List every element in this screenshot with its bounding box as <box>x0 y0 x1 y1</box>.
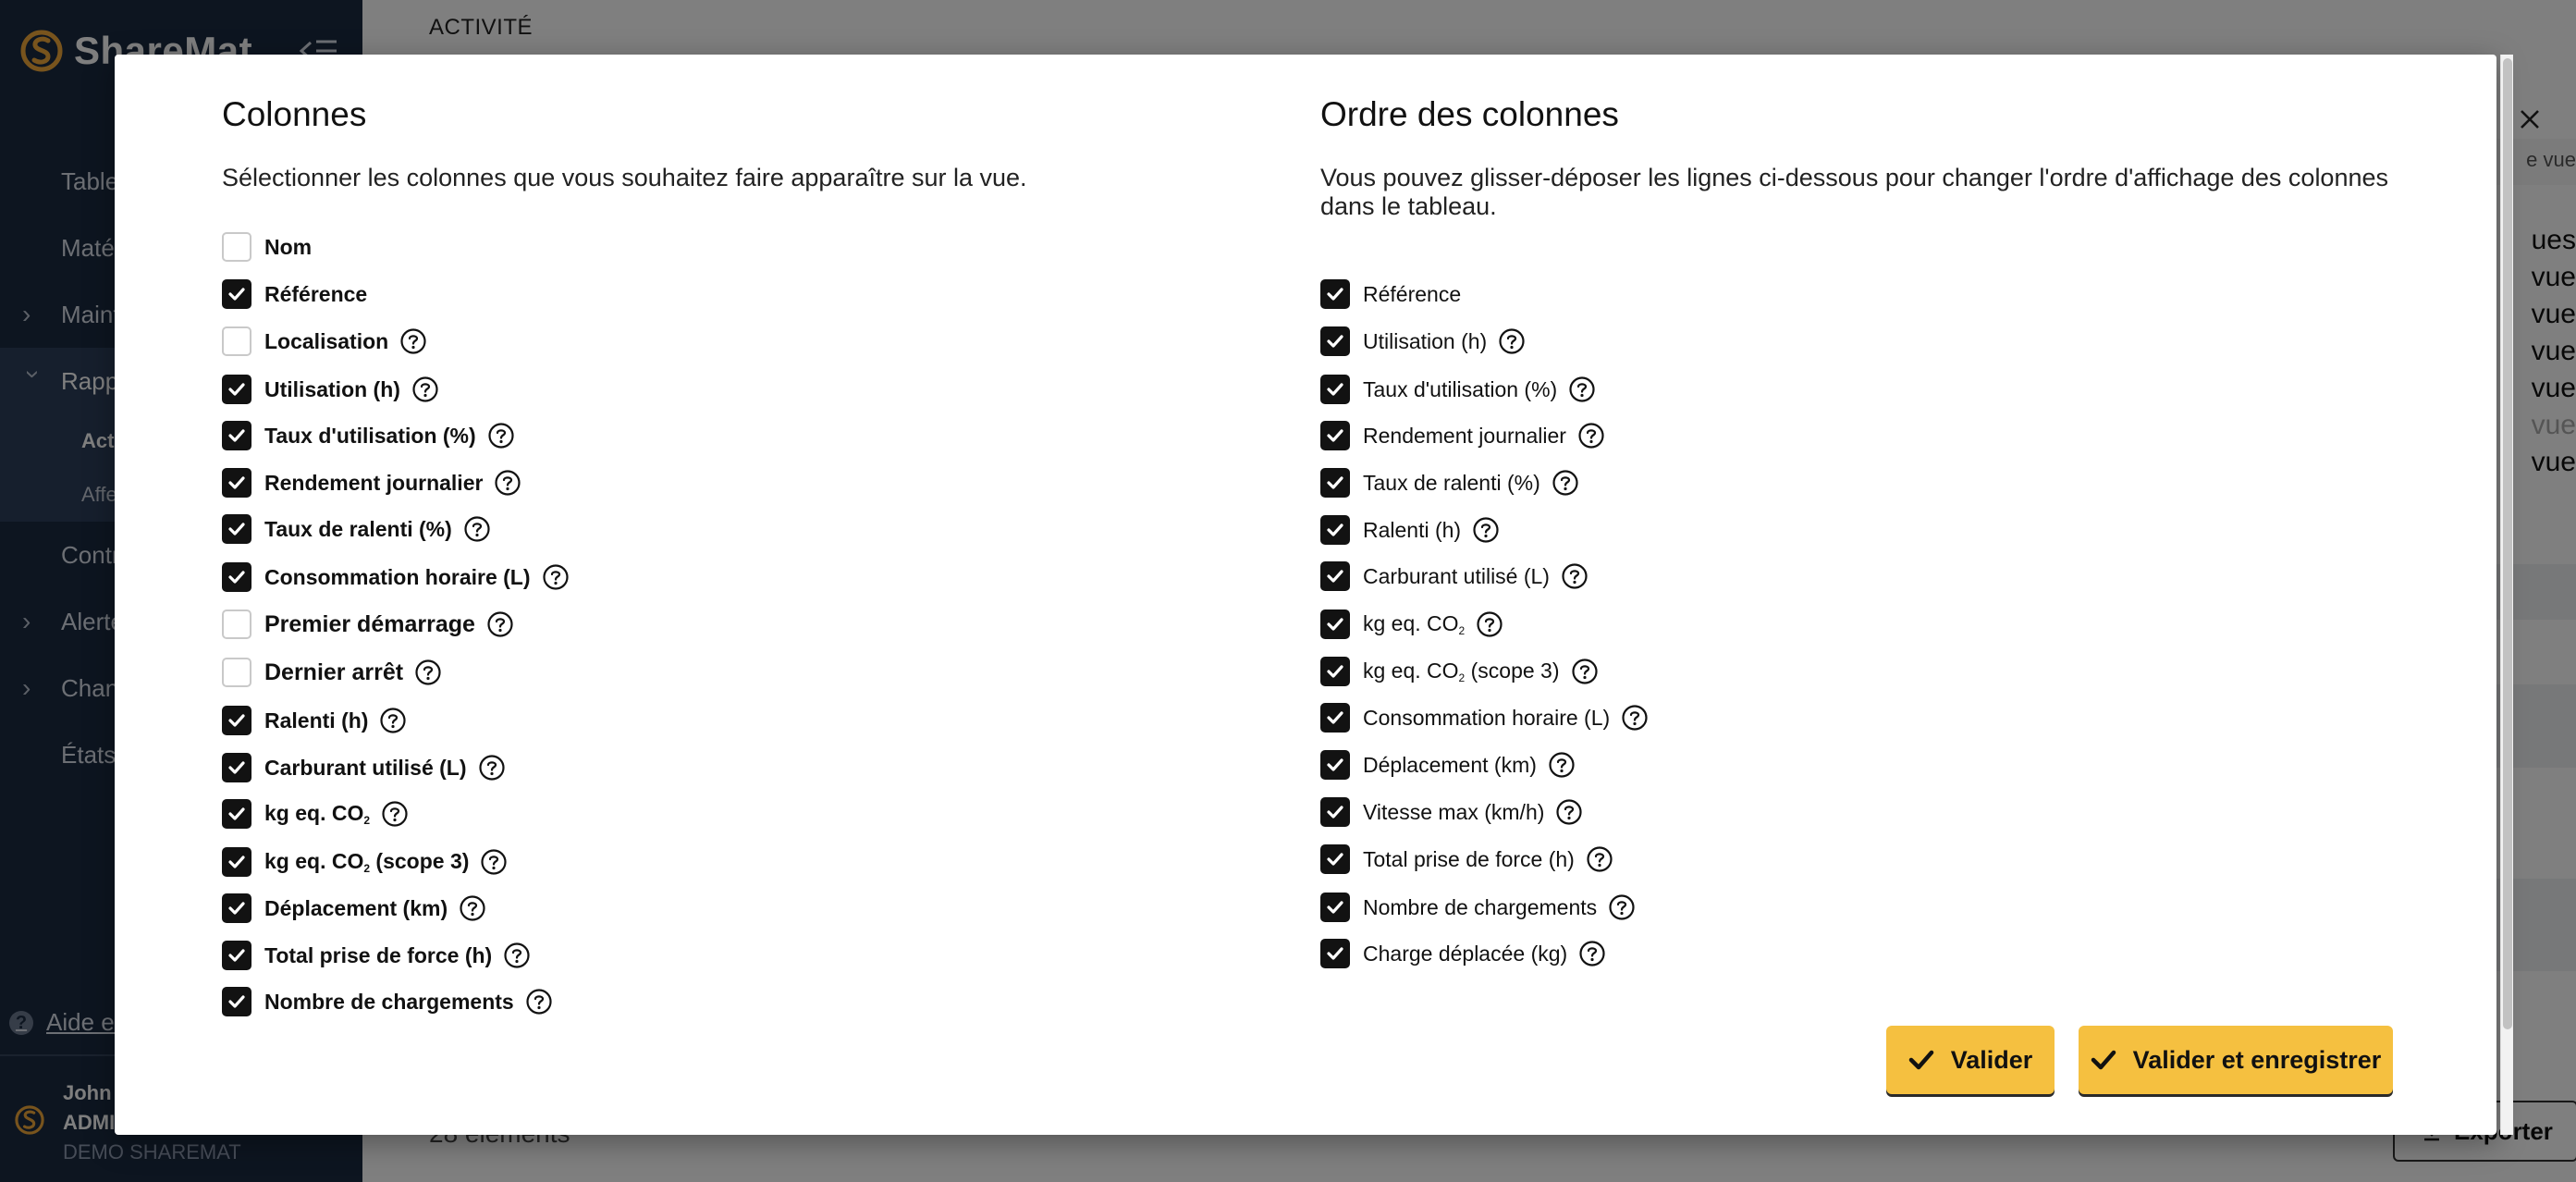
help-circle-icon[interactable] <box>1472 516 1500 544</box>
column-option[interactable] <box>1320 935 1606 972</box>
column-option-label: Vitesse max (km/h) <box>1363 799 1545 824</box>
checkbox-checked[interactable] <box>1320 893 1350 922</box>
column-option-label: Charge déplacée (kg) <box>1363 941 1568 966</box>
checkbox-checked[interactable] <box>222 706 251 735</box>
column-option-label: Localisation <box>264 328 389 353</box>
checkmark-icon <box>227 567 247 587</box>
checkmark-icon <box>1325 897 1345 917</box>
checkbox-checked[interactable] <box>1320 561 1350 591</box>
checkbox-checked[interactable] <box>1320 797 1350 827</box>
column-option-label: Total prise de force (h) <box>264 942 493 967</box>
column-option[interactable] <box>222 795 409 832</box>
checkmark-icon <box>227 519 247 539</box>
column-option[interactable] <box>222 559 570 596</box>
column-option[interactable] <box>222 843 508 880</box>
help-circle-icon[interactable] <box>1586 845 1613 873</box>
checkbox-checked[interactable] <box>1320 375 1350 404</box>
column-option-label: Déplacement (km) <box>264 895 448 920</box>
checkmark-icon <box>227 898 247 918</box>
check-icon <box>2091 1049 2116 1071</box>
help-circle-icon[interactable] <box>1578 940 1606 967</box>
help-circle-icon[interactable] <box>525 988 553 1016</box>
column-option[interactable] <box>222 654 442 691</box>
help-circle-icon[interactable] <box>1476 610 1503 638</box>
column-option[interactable] <box>1320 371 1596 408</box>
checkbox-checked[interactable] <box>222 893 251 923</box>
column-option-label: kg eq. $CO_2$ <box>264 801 371 827</box>
columns-title: Colonnes <box>222 95 367 133</box>
column-option-label: Utilisation (h) <box>264 376 400 401</box>
column-option[interactable] <box>1320 323 1526 360</box>
column-option-label: Carburant utilisé (L) <box>1363 563 1550 588</box>
columns-modal <box>115 55 2496 1135</box>
validate-button-label: Valider <box>1950 1045 2033 1074</box>
column-option-label: Premier démarrage <box>264 610 475 637</box>
scrollbar-thumb[interactable] <box>2503 58 2512 1029</box>
column-option[interactable] <box>1320 794 1583 831</box>
column-option-label: Taux d'utilisation (%) <box>264 423 476 448</box>
help-circle-icon[interactable] <box>487 422 515 449</box>
checkbox-checked[interactable] <box>1320 750 1350 780</box>
checkbox-checked[interactable] <box>222 375 251 404</box>
column-option-label: Nombre de chargements <box>1363 894 1598 919</box>
column-option-label: Nom <box>264 234 313 259</box>
column-option[interactable] <box>222 937 531 974</box>
checkmark-icon <box>1325 284 1345 304</box>
help-circle-icon[interactable] <box>1608 893 1636 921</box>
help-circle-icon[interactable] <box>1621 704 1649 732</box>
help-circle-icon[interactable] <box>381 800 409 828</box>
checkbox-checked[interactable] <box>222 421 251 450</box>
validate-and-save-button[interactable] <box>2079 1026 2393 1094</box>
column-option-label: Taux de ralenti (%) <box>264 516 452 541</box>
column-option[interactable] <box>222 606 514 643</box>
checkbox-checked[interactable] <box>222 847 251 877</box>
column-option-label: Rendement journalier <box>264 470 484 495</box>
checkbox-unchecked[interactable] <box>222 609 251 639</box>
checkmark-icon <box>227 379 247 400</box>
column-option-label: Référence <box>264 281 368 306</box>
checkbox-unchecked[interactable] <box>222 326 251 356</box>
column-option-label: Nombre de chargements <box>264 989 514 1014</box>
column-option-label: kg eq. $CO_2$ (scope 3) <box>264 849 470 875</box>
close-icon <box>2519 108 2541 130</box>
help-circle-icon[interactable] <box>480 848 508 876</box>
checkbox-checked[interactable] <box>1320 609 1350 639</box>
column-option[interactable] <box>1320 464 1579 501</box>
column-option-label: kg eq. $CO_2$ <box>1363 611 1466 637</box>
column-option-label: Ralenti (h) <box>1363 517 1462 542</box>
checkmark-icon <box>227 425 247 446</box>
checkmark-icon <box>1325 520 1345 540</box>
help-circle-icon[interactable] <box>1548 751 1576 779</box>
checkmark-icon <box>227 945 247 966</box>
checkbox-checked[interactable] <box>1320 703 1350 733</box>
help-circle-icon[interactable] <box>542 563 570 591</box>
checkmark-icon <box>227 804 247 824</box>
help-circle-icon[interactable] <box>1571 658 1599 685</box>
checkbox-checked[interactable] <box>222 562 251 592</box>
checkmark-icon <box>1325 943 1345 964</box>
help-circle-icon[interactable] <box>503 942 531 969</box>
validate-button[interactable] <box>1886 1026 2055 1094</box>
check-icon <box>1908 1049 1934 1071</box>
help-circle-icon[interactable] <box>494 469 521 497</box>
help-circle-icon[interactable] <box>1561 562 1589 590</box>
checkbox-unchecked[interactable] <box>222 232 251 262</box>
checkbox-checked[interactable] <box>1320 279 1350 309</box>
column-option[interactable] <box>1320 417 1605 454</box>
modal-scrollbar[interactable] <box>2500 55 2513 1135</box>
checkbox-checked[interactable] <box>1320 515 1350 545</box>
help-circle-icon[interactable] <box>463 515 491 543</box>
checkbox-checked[interactable] <box>222 514 251 544</box>
column-option-label: Taux de ralenti (%) <box>1363 470 1540 495</box>
checkbox-checked[interactable] <box>222 753 251 782</box>
checkbox-checked[interactable] <box>1320 844 1350 874</box>
checkmark-icon <box>1325 614 1345 634</box>
columns-description: Sélectionner les colonnes que vous souhaitez faire apparaître sur la vue. <box>222 164 1027 191</box>
checkmark-icon <box>1325 379 1345 400</box>
help-circle-icon[interactable] <box>1498 327 1526 355</box>
column-option[interactable] <box>222 228 312 265</box>
checkmark-icon <box>1325 473 1345 493</box>
column-option[interactable] <box>1320 699 1649 736</box>
column-option[interactable] <box>222 890 486 927</box>
column-option-label: Total prise de force (h) <box>1363 846 1575 871</box>
column-option-label: Utilisation (h) <box>1363 328 1488 353</box>
help-circle-icon[interactable] <box>411 376 439 403</box>
checkmark-icon <box>1325 802 1345 822</box>
checkmark-icon <box>1325 425 1345 446</box>
column-option[interactable] <box>222 323 427 360</box>
checkbox-unchecked[interactable] <box>222 658 251 687</box>
checkbox-checked[interactable] <box>222 279 251 309</box>
column-option-label: Référence <box>1363 281 1462 306</box>
column-option-label: Taux d'utilisation (%) <box>1363 376 1558 401</box>
checkmark-icon <box>227 757 247 778</box>
column-option[interactable] <box>1320 653 1599 690</box>
help-circle-icon[interactable] <box>1555 798 1583 826</box>
checkmark-icon <box>227 284 247 304</box>
column-option[interactable] <box>222 417 515 454</box>
column-option-label: Consommation horaire (L) <box>264 564 531 589</box>
column-option[interactable] <box>222 276 367 313</box>
checkmark-icon <box>1325 755 1345 775</box>
column-option[interactable] <box>222 749 506 786</box>
column-option-label: Carburant utilisé (L) <box>264 755 467 780</box>
column-option-label: Consommation horaire (L) <box>1363 705 1611 730</box>
column-option-label: kg eq. $CO_2$ (scope 3) <box>1363 659 1560 684</box>
checkmark-icon <box>227 991 247 1012</box>
column-order-description: Vous pouvez glisser-déposer les lignes ci-dessous pour changer l'ordre d'affichage des colonnes dans le tableau. <box>1320 164 2389 220</box>
checkbox-checked[interactable] <box>1320 657 1350 686</box>
column-option[interactable] <box>1320 841 1613 878</box>
column-option-label: Rendement journalier <box>1363 423 1566 448</box>
column-option-label: Déplacement (km) <box>1363 752 1537 777</box>
column-option[interactable] <box>222 983 553 1020</box>
help-circle-icon[interactable] <box>379 707 407 734</box>
checkmark-icon <box>227 473 247 493</box>
checkmark-icon <box>227 852 247 872</box>
checkmark-icon <box>1325 566 1345 586</box>
checkmark-icon <box>227 710 247 731</box>
checkmark-icon <box>1325 331 1345 351</box>
column-option[interactable] <box>1320 889 1636 926</box>
help-circle-icon[interactable] <box>414 659 442 686</box>
column-option[interactable] <box>1320 276 1461 313</box>
column-option[interactable] <box>1320 511 1500 548</box>
column-option[interactable] <box>222 511 491 548</box>
column-option-label: Dernier arrêt <box>264 659 404 685</box>
help-circle-icon[interactable] <box>1552 469 1579 497</box>
help-circle-icon[interactable] <box>459 894 486 922</box>
checkbox-checked[interactable] <box>222 799 251 829</box>
checkbox-checked[interactable] <box>1320 326 1350 356</box>
help-circle-icon[interactable] <box>1568 376 1596 403</box>
checkmark-icon <box>1325 708 1345 728</box>
help-circle-icon[interactable] <box>478 754 506 782</box>
checkbox-checked[interactable] <box>222 941 251 970</box>
column-option[interactable] <box>1320 558 1589 595</box>
column-option[interactable] <box>1320 606 1503 643</box>
checkmark-icon <box>1325 661 1345 682</box>
checkbox-checked[interactable] <box>1320 468 1350 498</box>
column-option[interactable] <box>222 371 439 408</box>
column-option[interactable] <box>222 702 407 739</box>
help-circle-icon[interactable] <box>1577 422 1605 449</box>
column-option[interactable] <box>222 464 521 501</box>
checkbox-checked[interactable] <box>1320 939 1350 968</box>
validate-and-save-button-label: Valider et enregistrer <box>2132 1045 2382 1074</box>
checkbox-checked[interactable] <box>222 987 251 1016</box>
column-order-title: Ordre des colonnes <box>1320 95 1619 133</box>
column-option-label: Ralenti (h) <box>264 708 369 733</box>
help-circle-icon[interactable] <box>399 327 427 355</box>
checkbox-checked[interactable] <box>222 468 251 498</box>
help-circle-icon[interactable] <box>486 610 514 638</box>
checkmark-icon <box>1325 849 1345 869</box>
checkbox-checked[interactable] <box>1320 421 1350 450</box>
column-option[interactable] <box>1320 746 1576 783</box>
